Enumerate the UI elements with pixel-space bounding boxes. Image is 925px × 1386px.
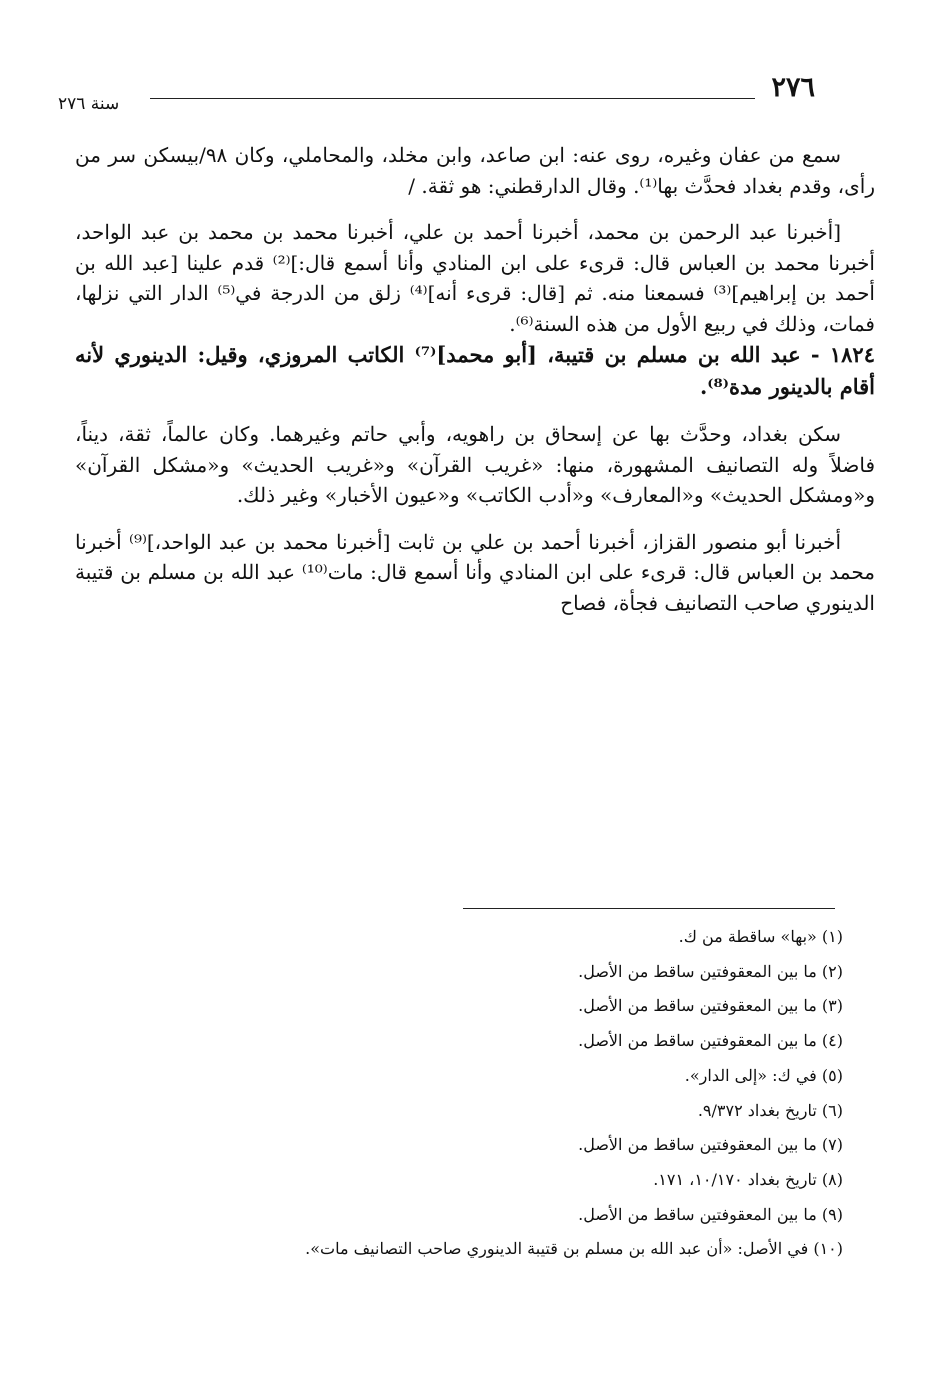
- footnote: (٢) ما بين المعقوفتين ساقط من الأصل.: [578, 961, 843, 981]
- page-number: ٢٧٦: [771, 72, 815, 103]
- paragraph-4: أخبرنا أبو منصور القزاز، أخبرنا أحمد بن علي بن ثابت [أخبرنا محمد بن عبد الواحد،]⁽⁹⁾ أخبرنا محمد بن العباس قال: قرىء على ابن المنادي وأنا أسمع قال: مات⁽¹⁰⁾ عبد الله بن مسلم بن قتيبة الدينوري صاحب التصانيف فجأة، فصاح: [75, 529, 875, 615]
- paragraph-1-line-1: سمع من عفان وغيره، روى عنه: ابن صاعد، وابن مخلد، والمحاملي، وكان: [234, 143, 842, 167]
- entry-heading: ١٨٢٤ - عبد الله بن مسلم بن قتيبة، [أبو محمد]⁽⁷⁾ الكاتب المروزي، وقيل: الدينوري لأنه أقام بالدينور مدة⁽⁸⁾.: [75, 342, 875, 399]
- footnote: (٣) ما بين المعقوفتين ساقط من الأصل.: [578, 996, 843, 1016]
- footnote-rule: [463, 908, 835, 909]
- paragraph-1: [75, 140, 875, 201]
- footnote: (٤) ما بين المعقوفتين ساقط من الأصل.: [578, 1031, 843, 1051]
- footnotes-list: [103, 920, 843, 1267]
- running-header-year: سنة ٢٧٦: [58, 94, 120, 114]
- footnote: (٩) ما بين المعقوفتين ساقط من الأصل.: [578, 1204, 843, 1224]
- folio-marker: ٩٨/ب: [193, 143, 228, 167]
- paragraph-3: سكن بغداد، وحدَّث بها عن إسحاق بن راهويه، وأبي حاتم وغيرهما. وكان عالماً، ثقة، ديناً، فاضلاً وله التصانيف المشهورة، منها: «غريب القرآن» و«غريب الحديث» و«مشكل القرآن» و«ومشكل الحديث» و«المعارف» و«أدب الكاتب» و«عيون الأخبار» وغير ذلك.: [75, 422, 875, 507]
- footnote: (٨) تاريخ بغداد ١٠/١٧٠، ١٧١.: [653, 1169, 843, 1189]
- paragraph-2: [أخبرنا عبد الرحمن بن محمد، أخبرنا أحمد بن علي، أخبرنا محمد بن محمد بن عبد الواحد، أخبرنا محمد بن العباس قال: قرىء على ابن المنادي وأنا أسمع قال:]⁽²⁾ قدم علينا [عبد الله بن أحمد بن إبراهيم]⁽³⁾ فسمعنا منه. ثم [قال: قرىء أنه]⁽⁴⁾ زلق من الدرجة في⁽⁵⁾ الدار التي نزلها، فمات، وذلك في ربيع الأول من هذه السنة⁽⁶⁾.: [75, 220, 875, 336]
- footnote: (٦) تاريخ بغداد ٩/٣٧٢.: [697, 1100, 843, 1120]
- paragraph-1-line-2: يسكن سر من رأى، وقدم بغداد فحدَّث بها⁽¹⁾. وقال الدارقطني: هو ثقة. /: [75, 143, 875, 198]
- footnote: (١) «بها» ساقطة من ك.: [678, 927, 843, 946]
- header-rule: [150, 98, 755, 99]
- footnote: (٥) في ك: «إلى الدار».: [684, 1065, 843, 1085]
- main-text: [75, 140, 875, 618]
- footnote: (١٠) في الأصل: «أن عبد الله بن مسلم بن قتيبة الدينوري صاحب التصانيف مات».: [305, 1239, 843, 1259]
- footnote: (٧) ما بين المعقوفتين ساقط من الأصل.: [578, 1135, 843, 1155]
